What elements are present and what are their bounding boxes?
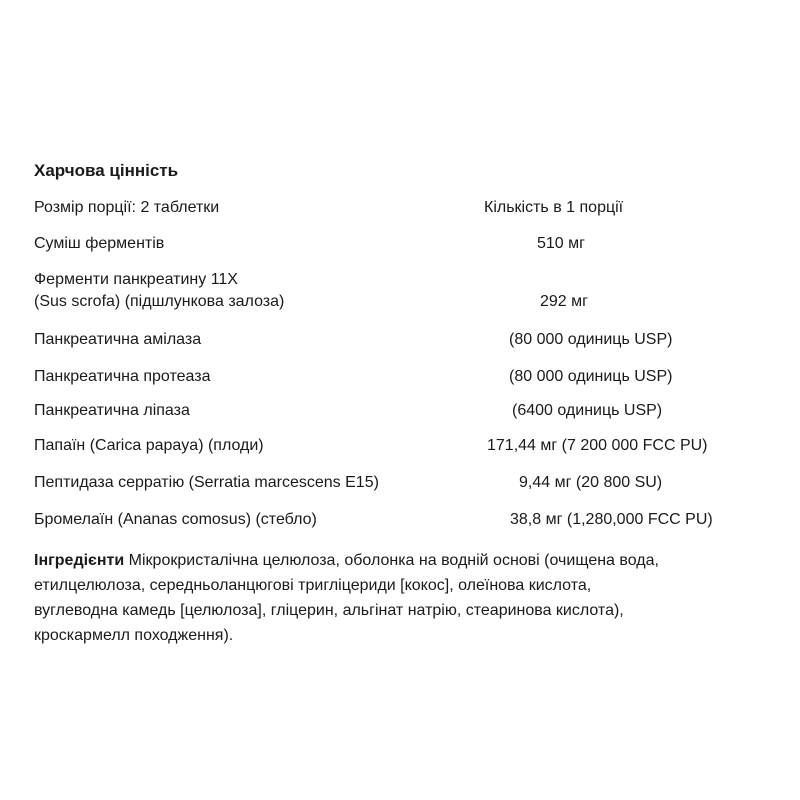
ingredients-line: етилцелюлоза, середньоланцюгові тригліцериди [кокос], олеїнова кислота,: [34, 577, 592, 594]
fact-row-label: Пептидаза серратію (Serratia marcescens E15): [34, 474, 379, 491]
fact-row-label: Суміш ферментів: [34, 235, 165, 252]
fact-row-label: Бромелаїн (Ananas comosus) (стебло): [34, 511, 317, 528]
fact-row-label-line1: Ферменти панкреатину 11X: [34, 271, 238, 288]
fact-row-value: (80 000 одиниць USP): [509, 331, 673, 348]
ingredients-line: кроскармелл походження).: [34, 627, 234, 644]
fact-row-value: 38,8 мг (1,280,000 FCC PU): [510, 511, 713, 528]
fact-row-label: Панкреатична протеаза: [34, 368, 211, 385]
facts-title: Харчова цінність: [34, 161, 179, 180]
ingredients-label: Інгредієнти: [34, 552, 125, 569]
ingredients-block: [34, 548, 774, 648]
ingredients-line: [34, 548, 774, 573]
fact-row-value: 510 мг: [537, 235, 585, 252]
fact-row-value: 9,44 мг (20 800 SU): [519, 474, 663, 491]
fact-row-value: 171,44 мг (7 200 000 FCC PU): [487, 437, 708, 454]
fact-row-label: Папаїн (Carica papaya) (плоди): [34, 437, 264, 454]
fact-row-label: (Sus scrofa) (підшлункова залоза): [34, 293, 285, 310]
amount-per-serving-header: Кількість в 1 порції: [484, 199, 624, 216]
fact-row-label: Панкреатична амілаза: [34, 331, 202, 348]
serving-size-label: Розмір порції: 2 таблетки: [34, 199, 220, 216]
fact-row-value: (80 000 одиниць USP): [509, 368, 673, 385]
fact-row-value: (6400 одиниць USP): [512, 402, 663, 419]
fact-row-value: 292 мг: [540, 293, 588, 310]
fact-row-label: Панкреатична ліпаза: [34, 402, 190, 419]
ingredients-line: вуглеводна камедь [целюлоза], гліцерин, альгінат натрію, стеаринова кислота),: [34, 602, 624, 619]
ingredients-text: Мікрокристалічна целюлоза, оболонка на водній основі (очищена вода,: [128, 552, 659, 569]
